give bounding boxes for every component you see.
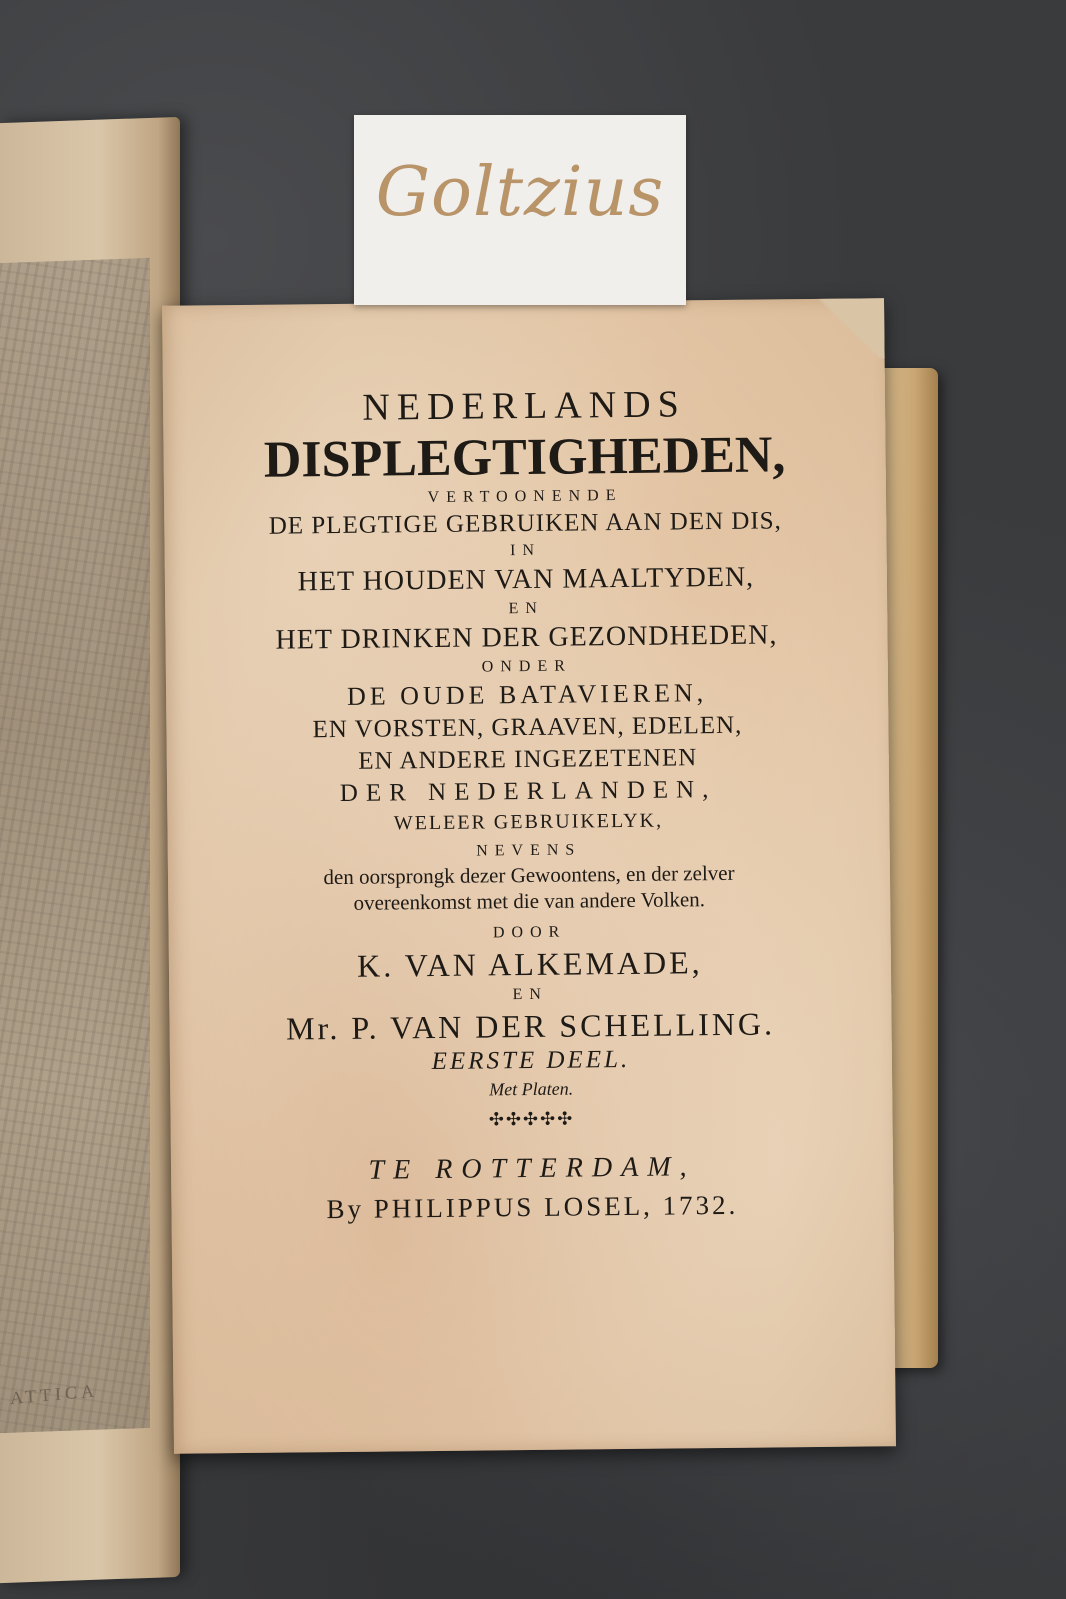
- frontispiece-caption: ATTICA: [9, 1380, 99, 1409]
- title-line-2: DISPLEGTIGHEDEN,: [263, 426, 786, 489]
- subtitle-line-3: HET DRINKEN DER GEZONDHEDEN,: [275, 619, 778, 656]
- volume-label: EERSTE DEEL.: [431, 1045, 631, 1076]
- title-line-3: VERTOONENDE: [427, 487, 623, 507]
- connector-en: EN: [508, 599, 544, 618]
- connector-door: DOOR: [492, 923, 567, 942]
- author-1: K. VAN ALKEMADE,: [356, 944, 703, 984]
- subtitle-line-1: DE PLEGTIGE GEBRUIKEN AAN DEN DIS,: [268, 507, 782, 540]
- subtitle-line-7: DER NEDERLANDEN,: [339, 776, 717, 807]
- frontispiece-engraving: [0, 258, 150, 1433]
- dealer-logo: Goltzius: [375, 153, 665, 232]
- plates-note: Met Platen.: [489, 1078, 574, 1100]
- imprint-place: TE ROTTERDAM,: [368, 1151, 696, 1186]
- left-page: [0, 117, 180, 1583]
- title-text-block: [163, 378, 894, 1230]
- title-line-1: NEDERLANDS: [362, 383, 686, 429]
- subtitle-line-2: HET HOUDEN VAN MAALTYDEN,: [297, 561, 755, 598]
- description-line-2: overeenkomst met die van andere Volken.: [353, 887, 706, 915]
- author-2: Mr. P. VAN DER SCHELLING.: [285, 1005, 776, 1047]
- description-line-1: den oorsprongk dezer Gewoontens, en der zelver: [323, 860, 735, 890]
- connector-nevens: NEVENS: [476, 841, 582, 860]
- subtitle-line-6: EN ANDERE INGEZETENEN: [358, 744, 698, 775]
- connector-en-authors: EN: [512, 985, 548, 1004]
- title-page: [162, 298, 896, 1453]
- ornament: ✣✣✣✣✣: [488, 1108, 575, 1130]
- subtitle-line-8: WELEER GEBRUIKELYK,: [393, 809, 664, 835]
- dealer-slip: [354, 115, 686, 305]
- connector-in: IN: [510, 541, 542, 560]
- imprint-publisher: By PHILIPPUS LOSEL, 1732.: [326, 1189, 739, 1225]
- subtitle-line-5: EN VORSTEN, GRAAVEN, EDELEN,: [312, 711, 743, 744]
- subtitle-line-4: DE OUDE BATAVIEREN,: [346, 678, 708, 711]
- connector-onder: ONDER: [481, 657, 572, 676]
